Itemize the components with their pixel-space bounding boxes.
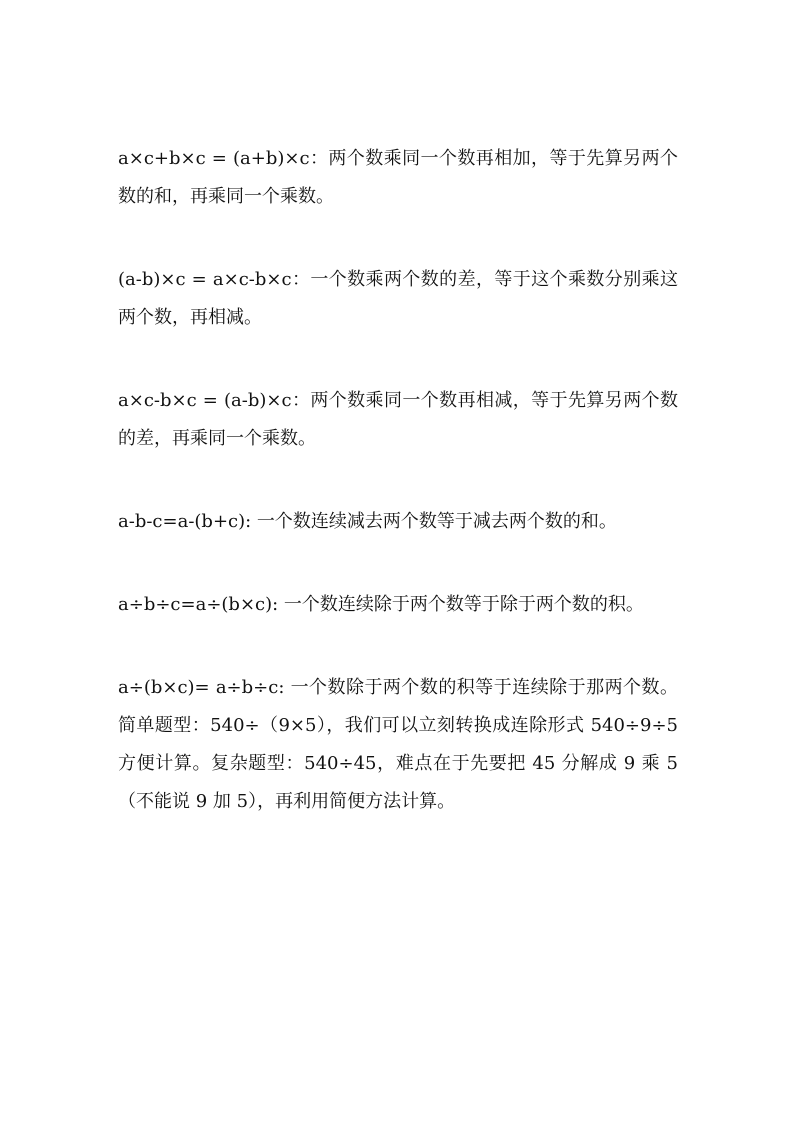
rule-paragraph-4: a-b-c=a-(b+c): 一个数连续减去两个数等于减去两个数的和。 [118, 511, 617, 532]
rule-paragraph-1: a×c+b×c = (a+b)×c：两个数乘同一个数再相加，等于先算另两个数的和，再乘同一个乘数。 [118, 148, 678, 207]
document-body [118, 140, 678, 866]
rule-paragraph-3: a×c-b×c = (a-b)×c：两个数乘同一个数再相减，等于先算另两个数的差，再乘同一个乘数。 [118, 390, 678, 449]
rule-paragraph-2: (a-b)×c = a×c-b×c：一个数乘两个数的差，等于这个乘数分别乘这两个数，再相减。 [118, 269, 678, 328]
rule-paragraph-5: a÷b÷c=a÷(b×c): 一个数连续除于两个数等于除于两个数的积。 [118, 594, 644, 615]
rule-paragraph-6: a÷(b×c)= a÷b÷c: 一个数除于两个数的积等于连续除于那两个数。简单题型：540÷（9×5），我们可以立刻转换成连除形式 540÷9÷5 方便计算。复杂题型：540÷45，难点在于先要把 45 分解成 9 乘 5（不能说 9 加 5），再利用简便方法计算。 [118, 677, 678, 812]
